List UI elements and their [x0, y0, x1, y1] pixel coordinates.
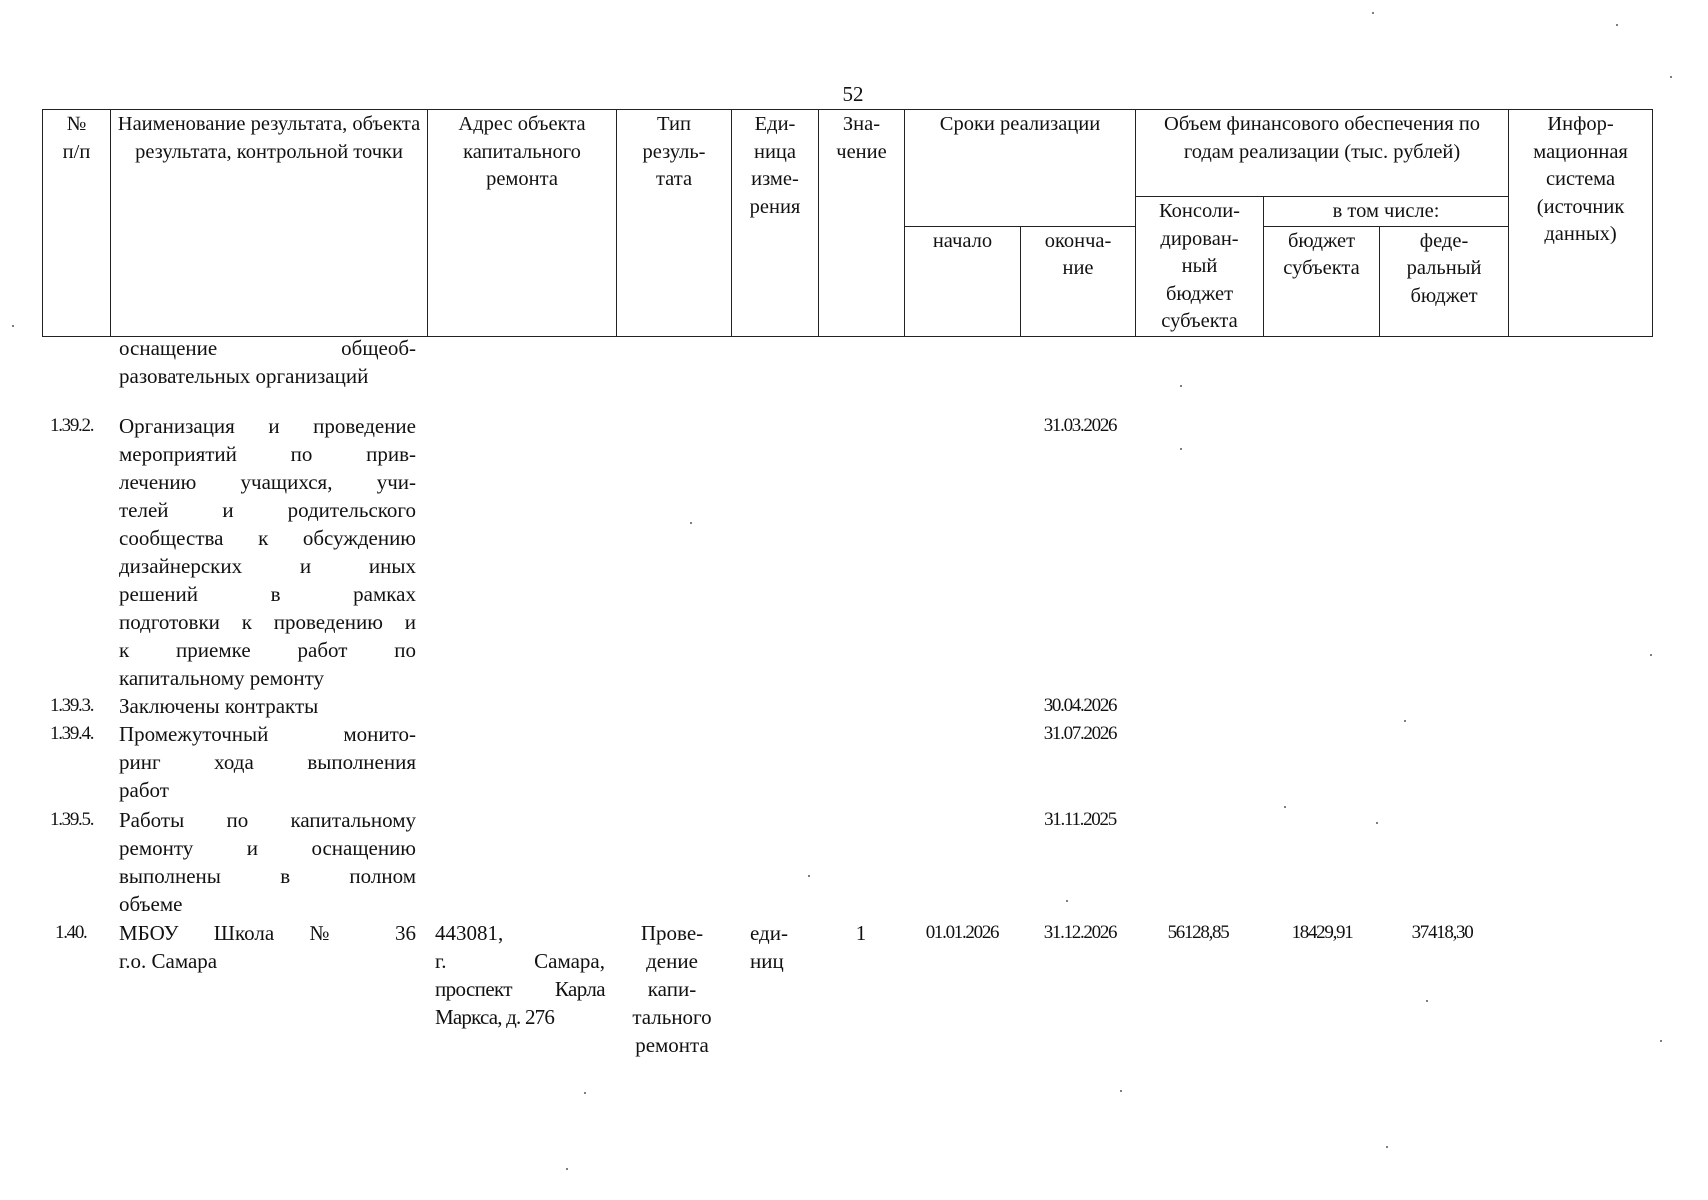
header-finance-federal: феде-ральный бюджет	[1380, 226, 1509, 336]
header-name: Наименование результата, объекта результата, контрольной точки	[111, 110, 428, 337]
scan-speck	[1650, 654, 1652, 656]
scan-speck	[1386, 1146, 1388, 1148]
scan-speck	[1616, 24, 1618, 26]
header-terms-start: начало	[905, 226, 1021, 336]
row-1-39-3-num: 1.39.3.	[50, 695, 94, 716]
row-1-40-consolidated: 56128,85	[1167, 922, 1229, 943]
row-1-39-3-name: Заключены контракты	[119, 694, 319, 718]
header-finance-subject: бюджет субъекта	[1264, 226, 1380, 336]
scan-speck	[1180, 448, 1182, 450]
row-1-40-unit: еди- ниц	[750, 921, 788, 973]
page-number: 52	[842, 82, 864, 106]
row-1-39-4-name: Промежуточный монито- ринг хода выполнения работ	[119, 722, 416, 802]
row-1-40-type: Прове- дение капи- тального ремонта	[632, 921, 712, 1057]
scan-speck	[1404, 720, 1406, 722]
row-1-39-5-num: 1.39.5.	[50, 809, 94, 830]
header-type: Тип резуль-тата	[617, 110, 732, 337]
row-1-40-start: 01.01.2026	[925, 922, 999, 943]
scan-speck	[808, 875, 810, 877]
header-unit: Еди-ница изме-рения	[732, 110, 819, 337]
scan-speck	[566, 1168, 568, 1170]
header-value: Зна-чение	[819, 110, 905, 337]
header-terms-end: оконча-ние	[1021, 226, 1136, 336]
row-1-39-2-end: 31.03.2026	[1043, 415, 1117, 436]
scan-speck	[12, 325, 14, 327]
row-1-39-4-num: 1.39.4.	[50, 723, 94, 744]
row-1-40-federal: 37418,30	[1411, 922, 1473, 943]
header-finance-consolidated: Консоли-дирован-ный бюджет субъекта	[1136, 197, 1264, 337]
row-1-40-name: МБОУ Школа № 36 г.о. Самара	[119, 921, 416, 973]
row-1-40-address: 443081, г. Самара, проспект Карла Маркса, д. 276	[435, 921, 605, 1029]
row-1-39-4-end: 31.07.2026	[1043, 723, 1117, 744]
row-1-40-num: 1.40.	[55, 922, 87, 943]
scan-speck	[1376, 822, 1378, 824]
scan-speck	[1670, 76, 1672, 78]
table-header	[42, 109, 1653, 337]
header-info-system: Инфор-мационная система (источник данных)	[1509, 110, 1653, 337]
scan-speck	[1426, 1000, 1428, 1002]
scan-speck	[690, 522, 692, 524]
header-num: № п/п	[43, 110, 111, 337]
continuation-text: оснащение общеоб- разовательных организаций	[119, 336, 416, 388]
header-terms: Сроки реализации	[905, 110, 1136, 227]
row-1-39-5-end: 31.11.2025	[1044, 809, 1116, 830]
header-finance: Объем финансового обеспечения по годам реализации (тыс. рублей)	[1136, 110, 1509, 197]
header-address: Адрес объекта капитального ремонта	[428, 110, 617, 337]
row-1-40-end: 31.12.2026	[1043, 922, 1117, 943]
row-1-40-subject: 18429,91	[1291, 922, 1353, 943]
scan-speck	[1372, 12, 1374, 14]
scan-speck	[1284, 806, 1286, 808]
scan-speck	[1660, 1040, 1662, 1042]
scan-speck	[1066, 900, 1068, 902]
row-1-39-2-num: 1.39.2.	[50, 415, 94, 436]
scan-speck	[1180, 385, 1182, 387]
row-1-39-3-end: 30.04.2026	[1043, 695, 1117, 716]
scan-speck	[584, 1092, 586, 1094]
scan-speck	[1120, 1090, 1122, 1092]
row-1-40-value: 1	[855, 921, 867, 945]
row-1-39-5-name: Работы по капитальному ремонту и оснащению выполнены в полном объеме	[119, 808, 416, 916]
row-1-39-2-name: Организация и проведение мероприятий по прив- лечению учащихся, учи- телей и родительского сообщества к обсуждению дизайнерских и иных решений в рамках подготовки к проведению и к приемке работ по капитальному ремонту	[119, 414, 416, 690]
header-finance-including: в том числе:	[1264, 197, 1509, 227]
